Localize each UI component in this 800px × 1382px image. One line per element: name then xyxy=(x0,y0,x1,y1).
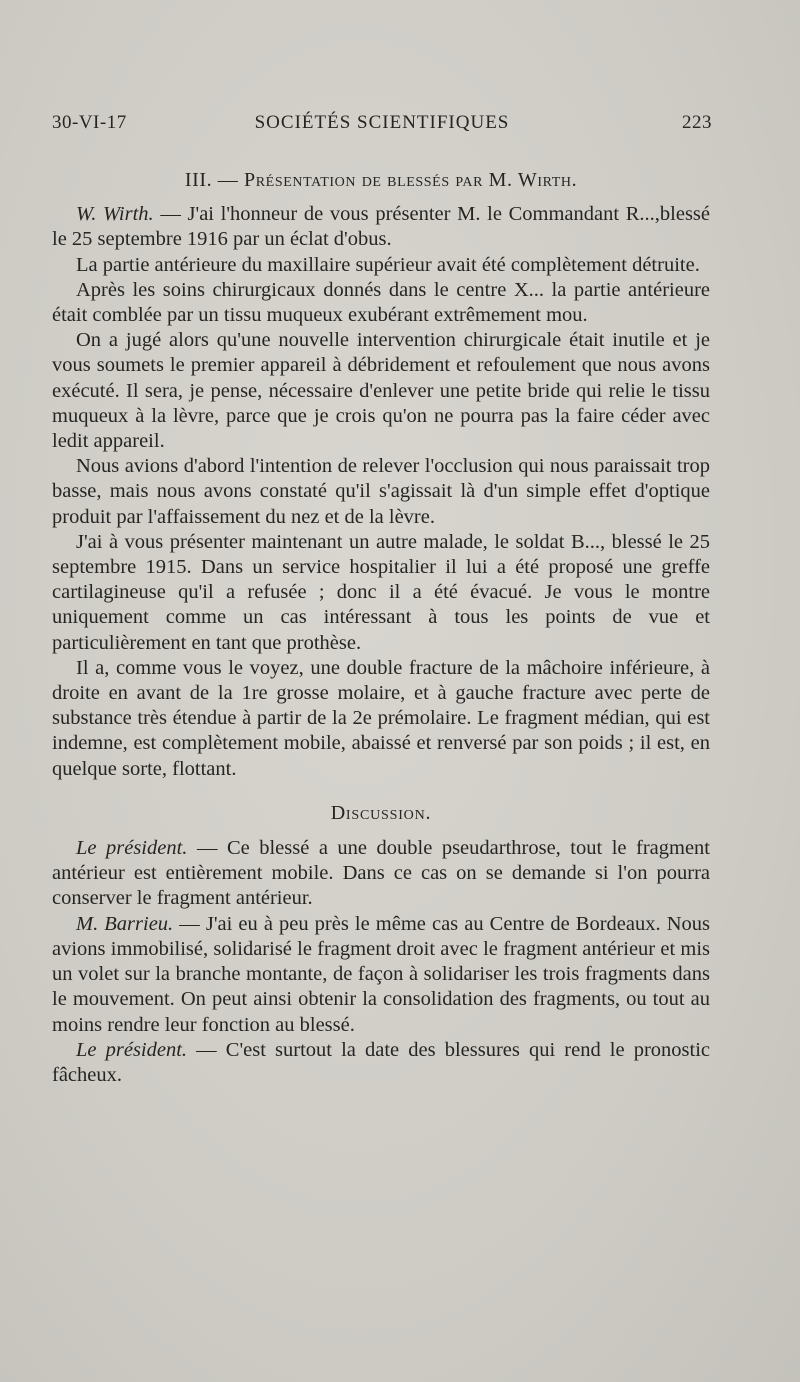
speaker-name: Le président. xyxy=(76,837,188,860)
speaker-name: W. Wirth. xyxy=(76,203,154,226)
speaker-name: M. Barrieu. xyxy=(76,912,174,935)
section-numeral: III. — xyxy=(184,169,239,191)
paragraph xyxy=(52,1038,710,1088)
header-date: 30-VI-17 xyxy=(52,112,127,133)
speaker-name: Le président. xyxy=(76,1038,188,1061)
paragraph-text: — C'est surtout la date des blessures qui rend le pronostic fâcheux. xyxy=(52,1038,711,1086)
header-section-title: SOCIÉTÉS SCIENTIFIQUES xyxy=(254,112,510,133)
paragraph xyxy=(52,253,710,278)
paragraph xyxy=(52,202,710,252)
paragraph xyxy=(52,454,710,530)
paragraph xyxy=(52,530,710,656)
running-head xyxy=(52,112,712,142)
page-number: 223 xyxy=(682,112,712,133)
section-heading xyxy=(52,168,710,193)
paragraph-text: On a jugé alors qu'une nouvelle intervention chirurgicale était inutile et je vous soumets le premier appareil à débridement et refoulement que nous avons exécuté. Il sera, je pense, nécessaire d'enlever une petite bride qui relie le tissu muqueux à la lèvre, parce que je crois qu'on ne pourra pas la faire céder avec ledit appareil. xyxy=(52,329,710,453)
paragraph-text: Après les soins chirurgicaux donnés dans le centre X... la partie antérieure était comblée par un tissu muqueux exubérant extrêmement mou. xyxy=(52,278,710,327)
paragraph xyxy=(52,328,710,454)
paragraph-text: — J'ai l'honneur de vous présenter M. le Commandant R...,blessé le 25 septembre 1916 par un éclat d'obus. xyxy=(52,203,710,251)
paragraph-text: La partie antérieure du maxillaire supérieur avait été complètement détruite. xyxy=(76,253,700,276)
paragraph xyxy=(52,912,710,1038)
paragraph-text: J'ai à vous présenter maintenant un autre malade, le soldat B..., blessé le 25 septembre 1915. Dans un service hospitalier il lui a été proposé une greffe cartilagineuse qu'il a refusée ; donc il a été évacué. Je vous le montre uniquement comme un cas intéressant à tous les points de vue et particulièrement en tant que prothèse. xyxy=(52,530,710,654)
discussion-heading: Discussion. xyxy=(330,801,432,824)
paragraph xyxy=(52,836,710,912)
paragraph-text: — Ce blessé a une double pseudarthrose, tout le fragment antérieur est entièrement mobile. Dans ce cas on se demande si l'on pourra conserver le fragment antérieur. xyxy=(52,837,710,910)
paragraph-text: — J'ai eu à peu près le même cas au Centre de Bordeaux. Nous avions immobilisé, solidarisé le fragment droit avec le fragment antérieur et mis un volet sur la branche montante, de façon à solidariser les trois fragments dans le mouvement. On peut ainsi obtenir la consolidation des fragments, ou tout au moins rendre leur fonction au blessé. xyxy=(52,912,710,1036)
paragraph xyxy=(52,656,710,782)
section-title: Présentation de blessés par M. Wirth. xyxy=(244,169,578,191)
body-text xyxy=(52,168,710,1088)
paragraph-text: Nous avions d'abord l'intention de relever l'occlusion qui nous paraissait trop basse, mais nous avons constaté qu'il s'agissait là d'un simple effet d'optique produit par l'affaissement du nez et de la lèvre. xyxy=(52,455,710,528)
paragraph xyxy=(52,278,710,328)
paragraph-text: Il a, comme vous le voyez, une double fracture de la mâchoire inférieure, à droite en avant de la 1re grosse molaire, et à gauche fracture avec perte de substance très étendue à partir de la 2e prémolaire. Le fragment médian, qui est indemne, est complètement mobile, abaissé et renversé par son poids ; il est, en quelque sorte, flottant. xyxy=(52,656,710,780)
